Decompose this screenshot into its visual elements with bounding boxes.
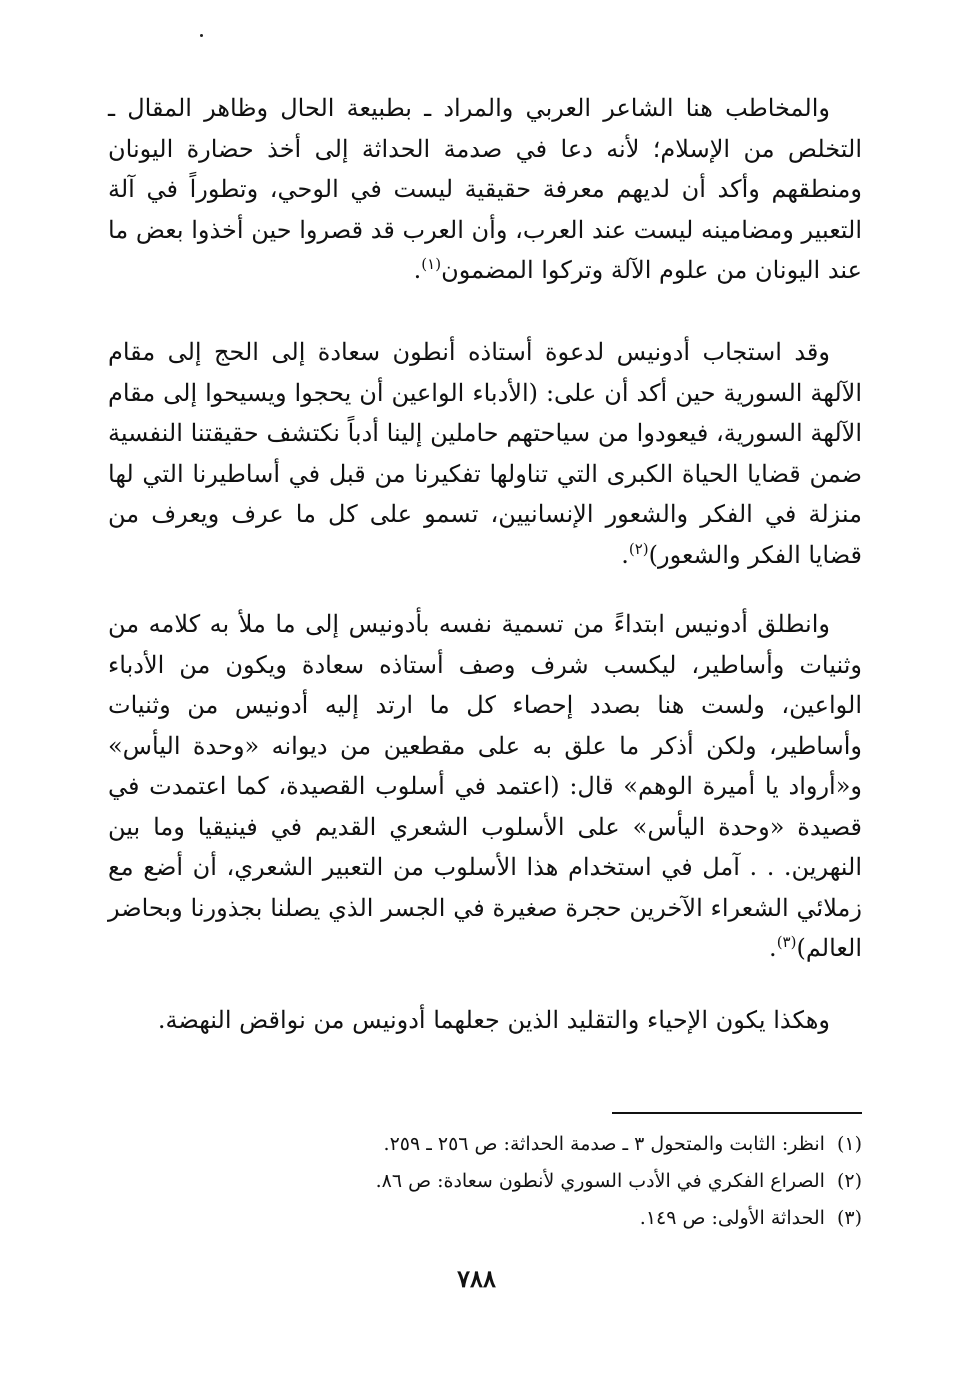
- footnote-ref-1: (١): [421, 255, 442, 273]
- footnote-text: انظر: الثابت والمتحول ٣ ـ صدمة الحداثة: ص ٢٥٦ ـ ٢٥٩.: [383, 1133, 825, 1155]
- footnotes: [108, 1126, 862, 1237]
- paragraph-2: وقد استجاب أدونيس لدعوة أستاذه أنطون سعادة إلى الحج إلى مقام الآلهة السورية حين أكد أن على: (الأدباء الواعين أن يحجوا ويسيحوا إلى مقام الآلهة السورية، فيعودوا من سياحتهم حاملين إلينا أدباً نكتشف حقيقتنا النفسية ضمن قضايا الحياة الكبرى التي تناولها تفكيرنا من قبل في أساطيرنا التي لها منزلة في الفكر والشعور الإنسانيين، تسمو على كل ما عرف ويعرف من قضايا الفكر والشعور)$^{(٢)}$.: [108, 338, 862, 569]
- footnote-number: (٣): [836, 1207, 862, 1229]
- footnote-3: [108, 1200, 862, 1237]
- footnote-number: (١): [836, 1133, 862, 1155]
- footnote-2: [108, 1163, 862, 1200]
- page-number: ٧٨٨: [457, 1264, 496, 1293]
- paragraph-1-text: والمخاطب هنا الشاعر العربي والمراد ـ بطبيعة الحال وظاهر المقال ـ التخلص من الإسلام؛ لأنه دعا في صدمة الحداثة إلى أخذ حضارة اليونان ومنطقهم وأكد أن لديهم معرفة حقيقية ليست في الوحي، وتطوراً في آلة التعبير ومضامينه ليست عند العرب، وأن العرب قد قصروا حين أخذوا بعض ما عند اليونان من علوم الآلة وتركوا المضمون: [108, 94, 863, 284]
- scan-speck: [200, 34, 203, 37]
- paragraph-3: وانطلق أدونيس ابتداءً من تسمية نفسه بأدونيس إلى ما ملأ به كلامه من وثنيات وأساطير، ليكسب شرف وصف أستاذه سعادة ويكون من الأدباء الواعين، ولست هنا بصدد إحصاء كل ما ارتد إليه أدونيس من وثنيات وأساطير، ولكن أذكر ما علق به على مقطعين من ديوانه «وحدة اليأس» و«أرواد يا أميرة الوهم» قال: (اعتمد في أسلوب القصيدة، كما اعتمدت في قصيدة «وحدة اليأس» على الأسلوب الشعري القديم في فينيقيا وما بين النهرين. . . آمل في استخدام هذا الأسلوب من التعبير الشعري، أن أضع مع زملائي الشعراء الآخرين حجرة صغيرة في الجسر الذي يصلنا بجذورنا وبحاضر العالم)$^{(٣)}$.: [108, 610, 862, 962]
- footnote-number: (٢): [836, 1170, 862, 1192]
- footnote-separator: [612, 1112, 862, 1114]
- paragraph-1: والمخاطب هنا الشاعر العربي والمراد ـ بطبيعة الحال وظاهر المقال ـ التخلص من الإسلام؛ لأنه دعا في صدمة الحداثة إلى أخذ حضارة اليونان ومنطقهم وأكد أن لديهم معرفة حقيقية ليست في الوحي، وتطوراً في آلة التعبير ومضامينه ليست عند العرب، وأن العرب قد قصروا حين أخذوا بعض ما عند اليونان من علوم الآلة وتركوا المضمون$^{(١)}$.: [108, 94, 863, 284]
- paragraph-4: [108, 1000, 862, 1041]
- paragraph-3-text: وانطلق أدونيس ابتداءً من تسمية نفسه بأدونيس إلى ما ملأ به كلامه من وثنيات وأساطير، ليكسب شرف وصف أستاذه سعادة ويكون من الأدباء الواعين، ولست هنا بصدد إحصاء كل ما ارتد إليه أدونيس من وثنيات وأساطير، ولكن أذكر ما علق به على مقطعين من ديوانه «وحدة اليأس» و«أرواد يا أميرة الوهم» قال: (اعتمد في أسلوب القصيدة، كما اعتمدت في قصيدة «وحدة اليأس» على الأسلوب الشعري القديم في فينيقيا وما بين النهرين. . . آمل في استخدام هذا الأسلوب من التعبير الشعري، أن أضع مع زملائي الشعراء الآخرين حجرة صغيرة في الجسر الذي يصلنا بجذورنا وبحاضر العالم): [108, 610, 862, 962]
- paragraph-2-text: وقد استجاب أدونيس لدعوة أستاذه أنطون سعادة إلى الحج إلى مقام الآلهة السورية حين أكد أن على: (الأدباء الواعين أن يحجوا ويسيحوا إلى مقام الآلهة السورية، فيعودوا من سياحتهم حاملين إلينا أدباً نكتشف حقيقتنا النفسية ضمن قضايا الحياة الكبرى التي تناولها تفكيرنا من قبل في أساطيرنا التي لها منزلة في الفكر والشعور الإنسانيين، تسمو على كل ما عرف ويعرف من قضايا الفكر والشعور): [108, 338, 862, 569]
- paragraph-4-text: وهكذا يكون الإحياء والتقليد الذين جعلهما أدونيس من نواقض النهضة.: [157, 1006, 830, 1034]
- footnote-ref-3: (٣): [776, 933, 797, 951]
- footnote-ref-2: (٢): [628, 539, 649, 558]
- footnote-text: الصراع الفكري في الأدب السوري لأنطون سعادة: ص ٨٦.: [375, 1170, 825, 1192]
- footnote-text: الحداثة الأولى: ص ١٤٩.: [639, 1207, 825, 1229]
- footnote-1: [108, 1126, 862, 1163]
